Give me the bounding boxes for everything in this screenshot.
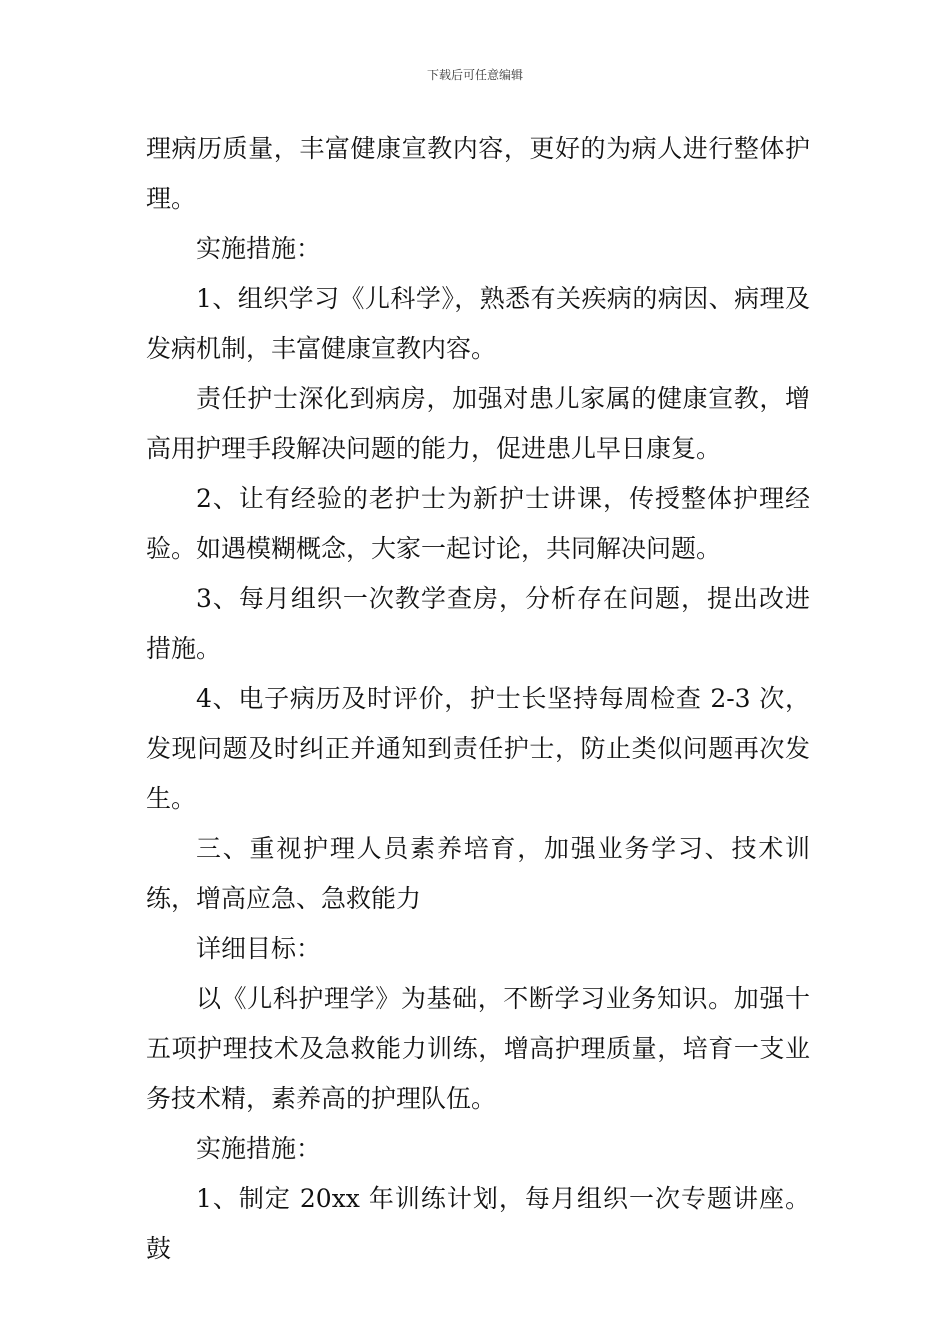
paragraph-12: 1、制定 20xx 年训练计划，每月组织一次专题讲座。鼓 (146, 1184, 810, 1263)
paragraph-3: 1、组织学习《儿科学》，熟悉有关疾病的病因、病理及发病机制，丰富健康宣教内容。 (146, 284, 810, 363)
paragraph-10: 以《儿科护理学》为基础，不断学习业务知识。加强十五项护理技术及急救能力训练，增高护理质量，培育一支业务技术精，素养高的护理队伍。 (146, 984, 810, 1113)
paragraph-9: 详细目标： (196, 934, 322, 963)
paragraph-6: 3、每月组织一次教学查房，分析存在问题，提出改进措施。 (146, 584, 810, 663)
section-heading: 三、重视护理人员素养培育，加强业务学习、技术训练，增高应急、急救能力 (146, 834, 810, 913)
paragraph-5: 2、让有经验的老护士为新护士讲课，传授整体护理经验。如遇模糊概念，大家一起讨论，共同解决问题。 (146, 484, 810, 563)
paragraph-11: 实施措施： (196, 1134, 322, 1163)
paragraph-7: 4、电子病历及时评价，护士长坚持每周检查 2-3 次，发现问题及时纠正并通知到责任护士，防止类似问题再次发生。 (146, 684, 810, 813)
document-body (146, 124, 810, 1274)
paragraph-2: 实施措施： (196, 234, 322, 263)
paragraph-1: 理病历质量，丰富健康宣教内容，更好的为病人进行整体护理。 (146, 134, 810, 213)
page-header-note: 下载后可任意编辑 (426, 68, 523, 82)
paragraph-4: 责任护士深化到病房，加强对患儿家属的健康宣教，增高用护理手段解决问题的能力，促进患儿早日康复。 (146, 384, 810, 463)
